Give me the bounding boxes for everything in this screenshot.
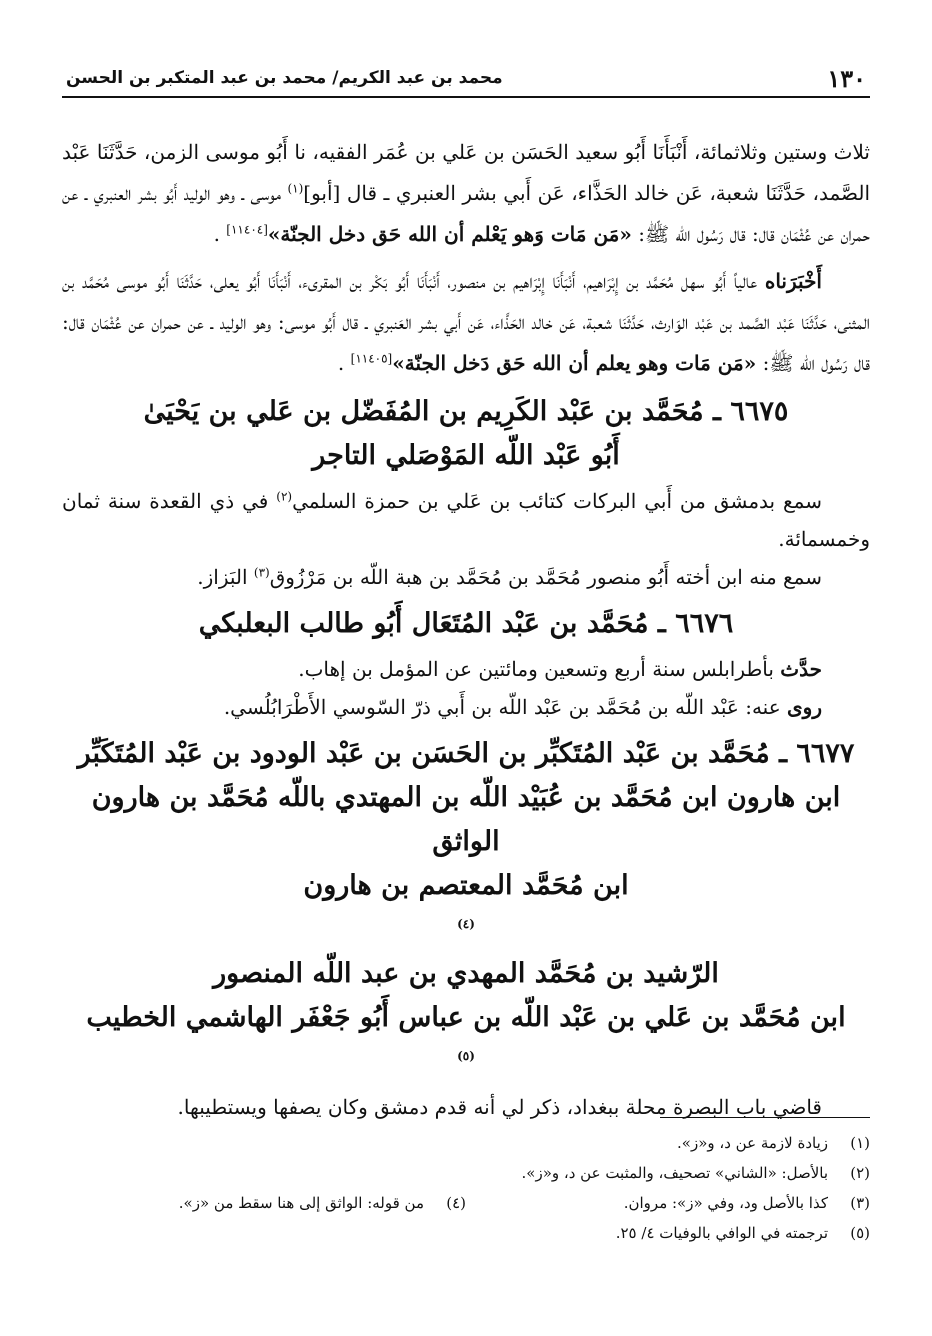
para2-text: عالياً أَبُو سهل مُحَمَّد بن إِبْرَاهيم، أَنْبَأَنَا إِبْرَاهيم بن منصور، أَنْبَأَنَا أَبُو بَكْر بن المقرىء، أَنْبَأَنَا أَبُو يعلى، حَدَّثَنَا أَبُو موسى مُحَمَّد بن المثنى، حَدَّثَنَا عَبْد الصَّمد بن عَبْد الوَارث، حَدَّثَنَا شعبة، عَن خالد الحَذَّاء، عَن أَبي بشر العَنبري ـ قال أَبُو موسى: وهو الوليد ـ عن حمران عن عُثْمَان قال: قال رَسُول الله ﷺ: [62,269,870,375]
footnote-ref-5[interactable]: (٥) [457,1049,475,1063]
footnote-1 [62,1128,870,1158]
entry-6676-p2-text: عنه: عَبْد اللّه بن مُحَمَّد بن عَبْد اللّه بن أَبي ذرّ السّوسي الأَطْرَابُلُسي. [223,695,788,719]
entry-6675-line2: أَبُو عَبْد اللّه المَوْصَلي التاجر [312,440,620,471]
entry-6677-line3 [62,864,870,996]
entry-6677-para1 [62,1088,870,1126]
entry-6677-line3-part2: الرّشيد بن مُحَمَّد المهدي بن عبد اللّه المنصور [213,958,719,989]
entry-6675-line1: ٦٦٧٥ ـ مُحَمَّد بن عَبْد الكَرِيم بن المُفَضّل بن عَلي بن يَحْيَىٰ [143,396,789,427]
entry-6676-para1 [62,650,870,688]
footnotes [62,1128,870,1248]
footnote-2-text: بالأصل: «الشاني» تصحيف، والمثبت عن د، و«ز». [521,1164,828,1182]
footnote-row-3-4 [62,1188,870,1218]
footnote-1-text: زيادة لازمة عن د، و«ز». [677,1134,828,1152]
entry-heading-6676 [62,602,870,646]
para1-text: ثلاث وستين وثلاثمائة، أَنْبَأَنَا أَبُو سعيد الحَسَن بن عَلي بن عُمَر الفقيه، نا أَبُو موسى الزمن، حَدَّثَنَا عَبْد الصَّمد، حَدَّثَنَا شعبة، عَن خالد الحَذَّاء، عَن أَبي بشر العنبري ـ قال [أبو] [62,140,870,205]
footnote-ref-1[interactable]: (١) [287,181,304,196]
footnote-5-number: (٥) [850,1224,870,1242]
footnote-3-text: كذا بالأصل ود، وفي «ز»: مروان. [623,1194,828,1212]
entry-6677-line4 [62,996,870,1084]
entry-6675-para2 [62,558,870,596]
footnote-5 [62,1218,870,1248]
entry-6677-line4-text: ابن مُحَمَّد بن عَلي بن عَبْد اللّه بن عباس أَبُو جَعْفَر الهاشمي الخطيب [86,1002,846,1033]
entry-6675-p2-text: سمع منه ابن أخته أَبُو منصور مُحَمَّد بن مُحَمَّد بن هبة اللّه بن مَرْزُوق [269,565,822,589]
running-header [62,62,870,98]
footnote-4-text: من قوله: الواثق إلى هنا سقط من «ز». [178,1194,424,1212]
hadith-ref-1: [١١٤٠٤] [226,222,268,237]
entry-6677-p1-text: قاضي باب البصرة محلة ببغداد، ذكر لي أنه قدم دمشق وكان يصفها ويستطيبها. [177,1095,822,1119]
entry-6676-line1: ٦٦٧٦ ـ مُحَمَّد بن عَبْد المُتَعَال أَبُو طالب البعلبكي [198,608,734,639]
entry-6676-p2-lead: روى [787,695,822,719]
entry-6676-p1-lead: حدَّث [780,657,822,681]
footnote-ref-3[interactable]: (٣) [253,565,270,580]
page-body [62,132,870,1126]
entry-6675-p1-text: سمع بدمشق من أَبي البركات كتائب بن عَلي بن حمزة السلمي [292,489,822,513]
page-number: ١٣٠ [827,64,866,93]
entry-heading-6677 [62,732,870,1084]
footnote-1-number: (١) [850,1134,870,1152]
footnote-3-number: (٣) [850,1194,870,1212]
entry-6676-para2 [62,688,870,726]
footnote-2 [62,1158,870,1188]
footnote-2-number: (٢) [850,1164,870,1182]
entry-6675-p1-after: في ذي القعدة سنة ثمان وخمسمائة. [62,489,870,551]
para2-end: . [337,351,345,375]
footnote-5-text: ترجمته في الوافي بالوفيات ٤/ ٢٥. [615,1224,828,1242]
entry-heading-6675 [62,390,870,478]
entry-6676-p1-text: بأطرابلس سنة أربع وتسعين ومائتين عن المؤمل بن إهاب. [298,657,781,681]
entry-6675-p2-after: البَزاز. [197,565,254,589]
para2-lead: أَخْبَرَناه [764,269,822,293]
entry-6675-para1 [62,482,870,558]
footnote-4-number: (٤) [446,1194,466,1212]
entry-6677-line2: ابن هارون ابن مُحَمَّد بن عُبَيْد اللّه بن المهتدي باللّه مُحَمَّد بن هارون الواثق [91,782,841,857]
footnote-divider [660,1117,870,1118]
hadith-ref-2: [١١٤٠٥] [350,351,393,366]
paragraph-isnad-2 [62,261,870,384]
entry-6677-line1: ٦٦٧٧ ـ مُحَمَّد بن عَبْد المُتَكبِّر بن الحَسَن بن عَبْد الودود بن عَبْد المُتَكَبِّر [77,738,855,769]
header-title: محمد بن عبد الكريم/ محمد بن عبد المتكبر بن الحسن [66,68,503,88]
hadith-text-1: «مَن مَات وَهو يَعْلم أن الله حَق دخل الجنّة» [267,222,632,246]
paragraph-isnad-1 [62,132,870,255]
entry-6677-line3-part1: ابن مُحَمَّد المعتصم بن هارون [303,870,629,901]
para1-end: . [213,222,220,246]
hadith-text-2: «مَن مَات وهو يعلم أن الله حَق دَخل الجنّة» [392,351,757,375]
footnote-ref-4[interactable]: (٤) [457,917,475,931]
footnote-ref-2[interactable]: (٢) [276,489,293,504]
footnote-4 [62,1188,466,1218]
footnote-3 [466,1188,870,1218]
para1-text-continued: موسى ـ وهو الوليد أَبُو بشر العنبري ـ عن حمران عن عُثْمَان قال: قال رَسُول الله ﷺ: [62,181,870,246]
